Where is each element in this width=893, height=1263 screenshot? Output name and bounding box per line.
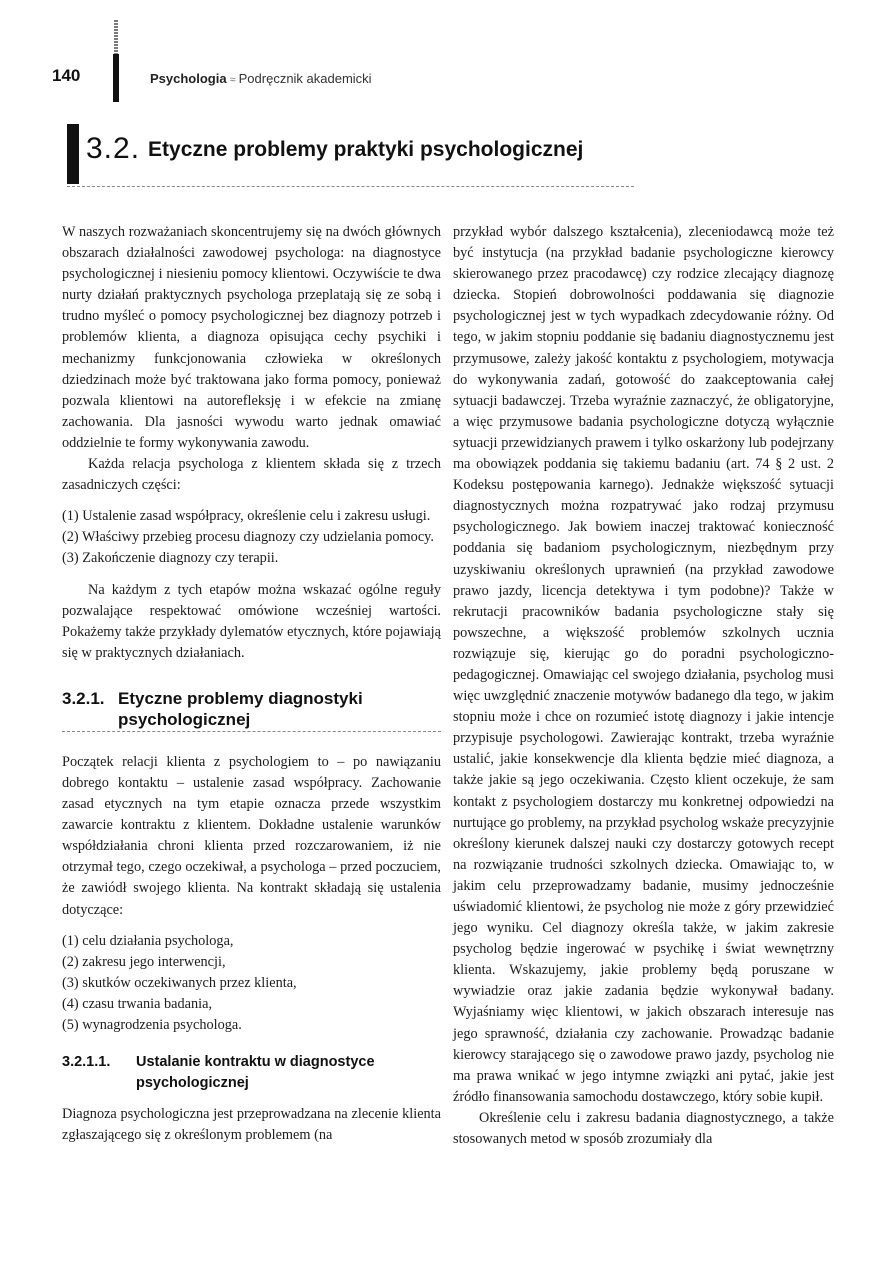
list-item: (2) zakresu jego interwencji, xyxy=(62,953,226,970)
section-rule xyxy=(67,186,634,187)
subsubsection-number: 3.2.1.1. xyxy=(62,1054,111,1071)
page-number: 140 xyxy=(52,66,81,85)
subsection-heading xyxy=(62,688,441,730)
paragraph: przykład wybór dalszego kształcenia), zleceniodawcą może też być instytucja (na przykład badanie psychologiczne kierowcy skierowanego przez pracodawcę) czy rodzice zlecający diagnozę dziecka. Stopień dobrowolności poddawania się diagnozie psychologicznej jest w tych wypadkach zdecydowanie różny. Od tego, w jakim stopniu poddanie się badaniu diagnostycznemu jest przymusowe, zależy jakość kontaktu z psychologiem, motywacja do wykonywania zadań, gotowość do zaakceptowania całej sytuacji badawczej. Trzeba wyraźnie zaznaczyć, że obligatoryjne, a więc przymusowe badania psychologiczne dotyczą wyłącznie sytuacji przewidzianych prawem i tylko oskarżony lub podejrzany ma obowiązek poddania się takiemu badaniu (art. 74 § 2 ust. 2 Kodeksu postępowania karnego). Jednakże większość sytuacji diagnostycznych można rozpatrywać jako rodzaj przymusu psychologicznego. Jak bowiem inaczej traktować konieczność poddania się badaniom psychologicznym, niezbędnym przy uzyskiwaniu określonych uprawnień (na przykład zawodowe prawo jazdy, licencja detektywa i tym podobne)? Także w rekrutacji pracowników badania psychologiczne stały się powszechne, a większość problemów szkolnych ucznia rozwiązuje się, kierując go do poradni psychologiczno-pedagogicznej. Omawiając cel swojego działania, psycholog musi więc uwzględnić znaczenie motywów badanego dla tego, w jakim stopniu może i chce on rozumieć istotę diagnozy i jakie intencje przypisuje psychologowi. Zawierając kontrakt, trzeba wyraźnie ustalić, jakie konsekwencje dla klienta będzie mieć diagnoza, a także jakie są jego oczekiwania. Często klient oczekuje, że sam kontakt z psychologiem dostarczy mu konkretnej odpowiedzi na nurtujące go problemy, na przykład psycholog wskaże precyzyjnie określony kierunek dalszej nauki czy dostarczy gotowych recept na rozwiązanie trudności szkolnych dziecka. Omawiając to, w jakim celu przeprowadzamy badanie, musimy jednocześnie uświadomić klientowi, że psycholog nie może z góry przewidzieć jego wyniku. Cel diagnozy określa także, w jakim zakresie psycholog będzie ingerować w psychikę i świat wewnętrzny klienta. Wskazujemy, jakie problemy będą poruszane w wywiadzie oraz jakie zadania będzie wykonywał badany. Wyjaśniamy więc klientowi, w jakich obszarach interesuje nas jego sprawność, działania czy zachowanie. Prowadząc badanie kierowcy starającego się o zawodowe prawo jazdy, psycholog nie ma prawa wnikać w jego intymne związki ani pytać, jakie jest źródło finansowania samochodu dostawczego, który sobie kupił. xyxy=(453,224,834,1105)
paragraph: Początek relacji klienta z psychologiem to – po nawiązaniu dobrego kontaktu – ustalenie zasad współpracy. Zachowanie zasad etycznych na tym etapie oznacza przede wszystkim zawarcie kontraktu z klientem. Dokładne ustalenie warunków współdziałania chroni klienta przed rozczarowaniem, iż nie otrzymał tego, czego oczekiwał, a psychologa – przed poczuciem, że zawiódł swojego klienta. Na kontrakt składają się ustalenia dotyczące: xyxy=(62,753,441,918)
left-column xyxy=(62,222,441,1146)
subsubsection-title-line1: Ustalanie kontraktu w diagnostyce xyxy=(136,1054,375,1071)
subsection-title-line2: psychologicznej xyxy=(118,709,251,729)
list-item: (1) celu działania psychologa, xyxy=(62,932,234,949)
subsection-title-line1: Etyczne problemy diagnostyki xyxy=(118,688,363,708)
paragraph: Diagnoza psychologiczna jest przeprowadzana na zlecenie klienta zgłaszającego się z określonym problemem (na xyxy=(62,1106,441,1144)
paragraph: W naszych rozważaniach skoncentrujemy się na dwóch głównych obszarach działalności zawodowej psychologa: na diagnostyce psychologicznej i niesieniu pomocy klientowi. Oczywiście te dwa nurty działań praktycznych psychologa przeplatają się ze sobą i trudno myśleć o pomocy psychologicznej bez diagnozy potrzeb i problemów klienta, a diagnoza opisująca cechy psychiki i mechanizmy funkcjonowania człowieka w określonych dziedzinach może być traktowana jako forma pomocy, ponieważ pozwala klientowi na autorefleksję i w efekcie na zmianę zachowania. Dla jasności wywodu warto jednak omawiać oddzielnie te formy wykonywania zawodu. xyxy=(62,224,441,451)
subsubsection-title-line2: psychologicznej xyxy=(136,1075,249,1092)
book-title: Psychologia xyxy=(150,71,227,86)
contract-list xyxy=(62,931,441,1036)
relation-parts-list xyxy=(62,506,441,569)
right-column xyxy=(453,222,834,1150)
paragraph: Każda relacja psychologa z klientem składa się z trzech zasadniczych części: xyxy=(62,456,441,494)
list-item: (1) Ustalenie zasad współpracy, określenie celu i zakresu usługi. xyxy=(62,508,431,525)
separator-icon: ≈ xyxy=(229,74,236,86)
list-item: (4) czasu trwania badania, xyxy=(62,995,213,1012)
list-item: (2) Właściwy przebieg procesu diagnozy czy udzielania pomocy. xyxy=(62,529,434,546)
running-title xyxy=(150,71,372,86)
running-header xyxy=(0,0,893,120)
header-bar-ornament xyxy=(114,20,118,56)
paragraph: Określenie celu i zakresu badania diagnostycznego, a także stosowanych metod w sposób zrozumiały dla xyxy=(453,1109,834,1148)
section-bar xyxy=(67,124,79,184)
list-item: (3) Zakończenie diagnozy czy terapii. xyxy=(62,550,279,567)
section-title: Etyczne problemy praktyki psychologicznej xyxy=(148,138,584,161)
header-bar xyxy=(113,54,119,102)
subsection-rule xyxy=(62,731,441,732)
subsection-number: 3.2.1. xyxy=(62,688,105,708)
paragraph: Na każdym z tych etapów można wskazać ogólne reguły pozwalające respektować omówione wcześniej wartości. Pokażemy także przykłady dylematów etycznych, które pojawiają się w praktycznych działaniach. xyxy=(62,581,441,661)
book-subtitle: Podręcznik akademicki xyxy=(238,71,372,86)
section-number: 3.2. xyxy=(86,132,141,165)
subsubsection-heading xyxy=(62,1052,441,1094)
section-heading xyxy=(86,132,583,166)
list-item: (5) wynagrodzenia psychologa. xyxy=(62,1017,242,1033)
list-item: (3) skutków oczekiwanych przez klienta, xyxy=(62,974,297,991)
